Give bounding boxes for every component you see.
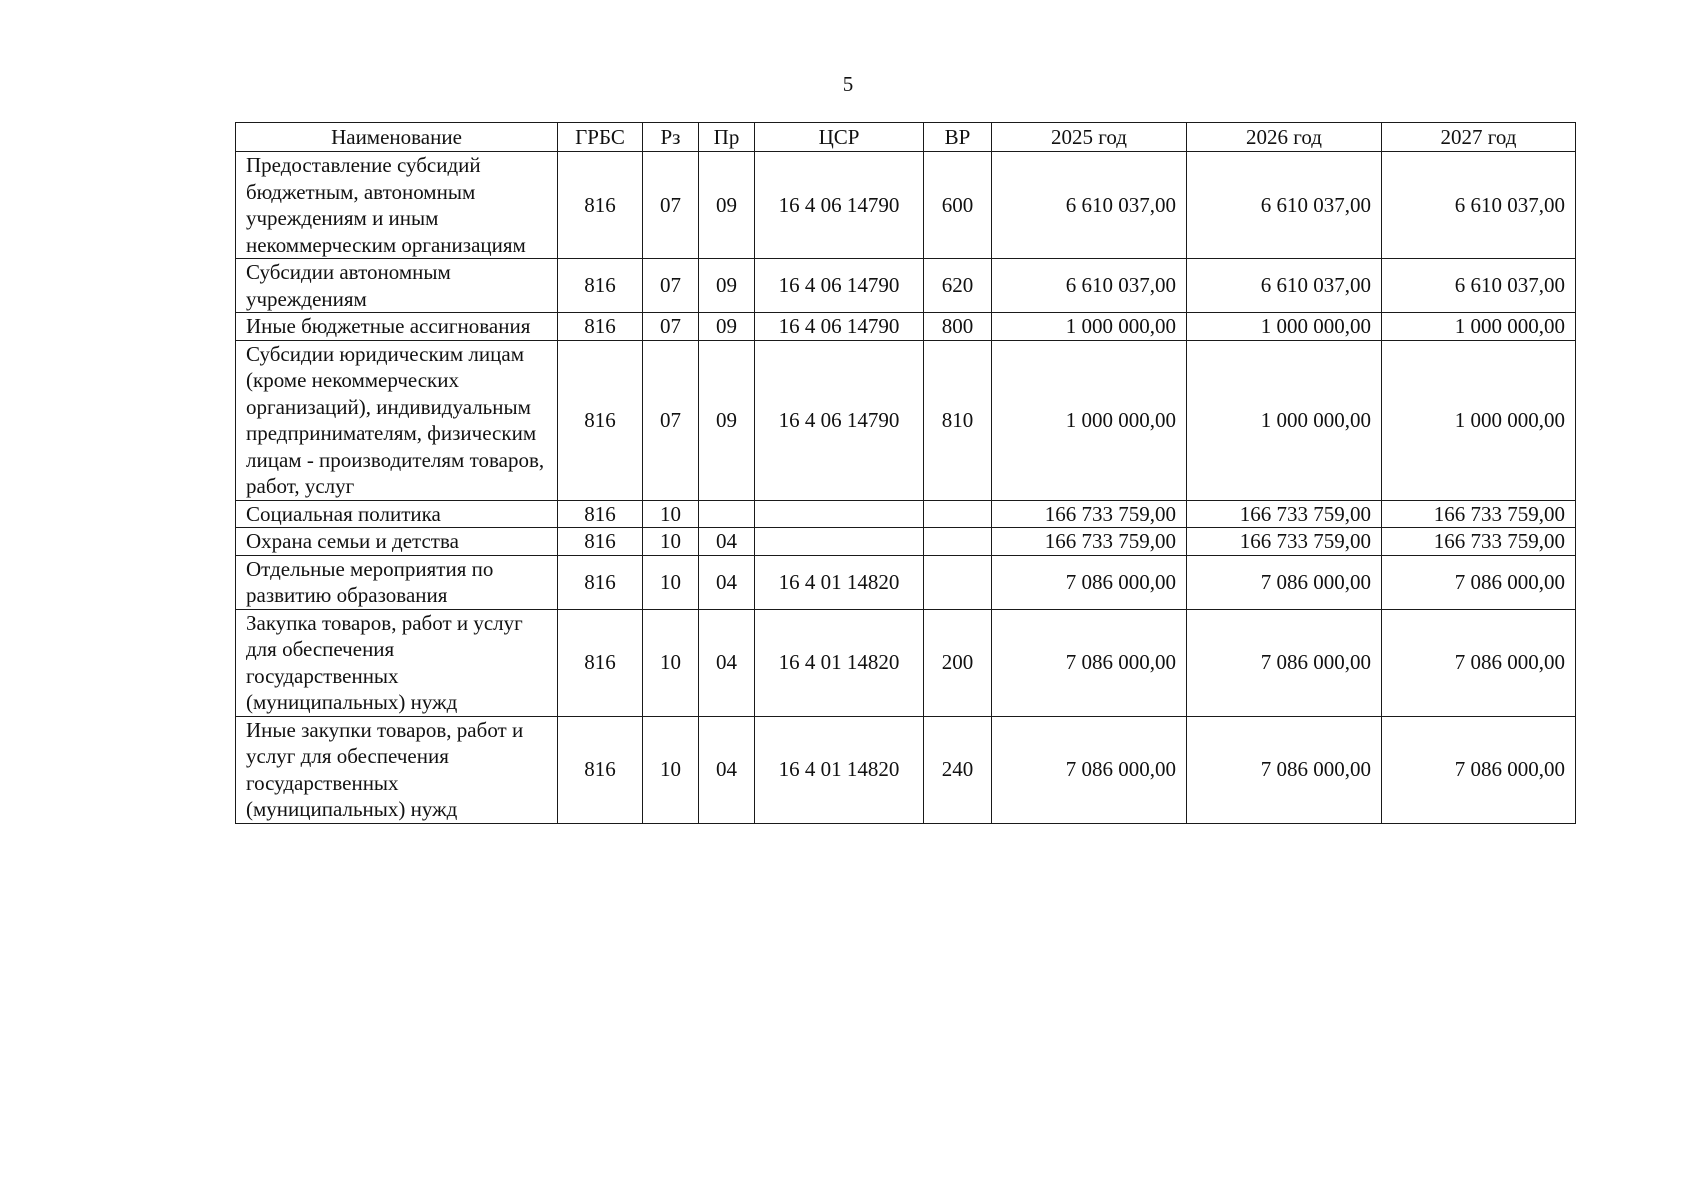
row-grbs: 816 xyxy=(558,313,643,341)
row-rz: 10 xyxy=(643,716,699,823)
row-amount-2027: 166 733 759,00 xyxy=(1382,500,1576,528)
row-amount-2026: 7 086 000,00 xyxy=(1187,609,1382,716)
row-vr xyxy=(924,500,992,528)
header-2025: 2025 год xyxy=(992,123,1187,152)
budget-table xyxy=(235,122,1576,824)
row-amount-2025: 166 733 759,00 xyxy=(992,500,1187,528)
row-amount-2025: 6 610 037,00 xyxy=(992,152,1187,259)
row-vr xyxy=(924,555,992,609)
row-rz: 10 xyxy=(643,528,699,556)
header-2026: 2026 год xyxy=(1187,123,1382,152)
row-pr: 09 xyxy=(699,152,755,259)
table-row xyxy=(236,259,1576,313)
row-pr: 09 xyxy=(699,313,755,341)
header-grbs: ГРБС xyxy=(558,123,643,152)
row-grbs: 816 xyxy=(558,716,643,823)
header-rz: Рз xyxy=(643,123,699,152)
row-amount-2025: 7 086 000,00 xyxy=(992,555,1187,609)
row-csr xyxy=(755,528,924,556)
header-csr: ЦСР xyxy=(755,123,924,152)
row-grbs: 816 xyxy=(558,528,643,556)
row-rz: 07 xyxy=(643,340,699,500)
row-amount-2027: 166 733 759,00 xyxy=(1382,528,1576,556)
row-grbs: 816 xyxy=(558,555,643,609)
row-rz: 10 xyxy=(643,609,699,716)
row-rz: 07 xyxy=(643,259,699,313)
row-name: Закупка товаров, работ и услуг для обеспечения государственных (муниципальных) нужд xyxy=(236,609,558,716)
row-amount-2026: 6 610 037,00 xyxy=(1187,152,1382,259)
row-name: Предоставление субсидий бюджетным, автономным учреждениям и иным некоммерческим организациям xyxy=(236,152,558,259)
table-row xyxy=(236,313,1576,341)
row-amount-2026: 166 733 759,00 xyxy=(1187,528,1382,556)
row-pr: 09 xyxy=(699,340,755,500)
row-pr: 04 xyxy=(699,716,755,823)
row-amount-2027: 6 610 037,00 xyxy=(1382,152,1576,259)
row-grbs: 816 xyxy=(558,340,643,500)
row-name: Субсидии юридическим лицам (кроме некоммерческих организаций), индивидуальным предпринимателям, физическим лицам - производителям товаров, работ, услуг xyxy=(236,340,558,500)
row-amount-2027: 7 086 000,00 xyxy=(1382,716,1576,823)
row-amount-2027: 6 610 037,00 xyxy=(1382,259,1576,313)
row-csr xyxy=(755,500,924,528)
row-rz: 07 xyxy=(643,313,699,341)
row-amount-2025: 166 733 759,00 xyxy=(992,528,1187,556)
row-grbs: 816 xyxy=(558,259,643,313)
table-row xyxy=(236,555,1576,609)
page-number: 5 xyxy=(842,72,854,96)
table-row xyxy=(236,152,1576,259)
row-csr: 16 4 06 14790 xyxy=(755,313,924,341)
table-row xyxy=(236,716,1576,823)
row-vr: 240 xyxy=(924,716,992,823)
row-amount-2025: 7 086 000,00 xyxy=(992,716,1187,823)
row-vr: 200 xyxy=(924,609,992,716)
row-name: Охрана семьи и детства xyxy=(236,528,558,556)
row-name: Социальная политика xyxy=(236,500,558,528)
row-amount-2026: 7 086 000,00 xyxy=(1187,716,1382,823)
row-grbs: 816 xyxy=(558,609,643,716)
row-pr: 04 xyxy=(699,528,755,556)
table-row xyxy=(236,340,1576,500)
table-row xyxy=(236,609,1576,716)
table-row xyxy=(236,528,1576,556)
row-amount-2026: 7 086 000,00 xyxy=(1187,555,1382,609)
row-vr: 620 xyxy=(924,259,992,313)
row-grbs: 816 xyxy=(558,152,643,259)
row-pr xyxy=(699,500,755,528)
header-pr: Пр xyxy=(699,123,755,152)
row-amount-2025: 1 000 000,00 xyxy=(992,313,1187,341)
row-rz: 07 xyxy=(643,152,699,259)
row-vr: 810 xyxy=(924,340,992,500)
row-amount-2027: 1 000 000,00 xyxy=(1382,340,1576,500)
row-amount-2027: 7 086 000,00 xyxy=(1382,609,1576,716)
row-pr: 04 xyxy=(699,555,755,609)
row-amount-2025: 1 000 000,00 xyxy=(992,340,1187,500)
row-vr: 600 xyxy=(924,152,992,259)
row-amount-2025: 7 086 000,00 xyxy=(992,609,1187,716)
row-name: Отдельные мероприятия по развитию образования xyxy=(236,555,558,609)
row-vr xyxy=(924,528,992,556)
row-pr: 04 xyxy=(699,609,755,716)
row-vr: 800 xyxy=(924,313,992,341)
row-amount-2026: 1 000 000,00 xyxy=(1187,340,1382,500)
row-amount-2027: 1 000 000,00 xyxy=(1382,313,1576,341)
row-grbs: 816 xyxy=(558,500,643,528)
header-vr: ВР xyxy=(924,123,992,152)
row-name: Субсидии автономным учреждениям xyxy=(236,259,558,313)
row-csr: 16 4 06 14790 xyxy=(755,340,924,500)
row-amount-2025: 6 610 037,00 xyxy=(992,259,1187,313)
row-rz: 10 xyxy=(643,555,699,609)
row-csr: 16 4 01 14820 xyxy=(755,555,924,609)
row-csr: 16 4 01 14820 xyxy=(755,609,924,716)
row-pr: 09 xyxy=(699,259,755,313)
row-amount-2026: 6 610 037,00 xyxy=(1187,259,1382,313)
row-amount-2027: 7 086 000,00 xyxy=(1382,555,1576,609)
table-header-row xyxy=(236,123,1576,152)
table-row xyxy=(236,500,1576,528)
row-amount-2026: 166 733 759,00 xyxy=(1187,500,1382,528)
row-csr: 16 4 01 14820 xyxy=(755,716,924,823)
header-2027: 2027 год xyxy=(1382,123,1576,152)
row-csr: 16 4 06 14790 xyxy=(755,152,924,259)
row-csr: 16 4 06 14790 xyxy=(755,259,924,313)
row-name: Иные закупки товаров, работ и услуг для обеспечения государственных (муниципальных) нужд xyxy=(236,716,558,823)
header-name: Наименование xyxy=(236,123,558,152)
row-name: Иные бюджетные ассигнования xyxy=(236,313,558,341)
row-amount-2026: 1 000 000,00 xyxy=(1187,313,1382,341)
row-rz: 10 xyxy=(643,500,699,528)
